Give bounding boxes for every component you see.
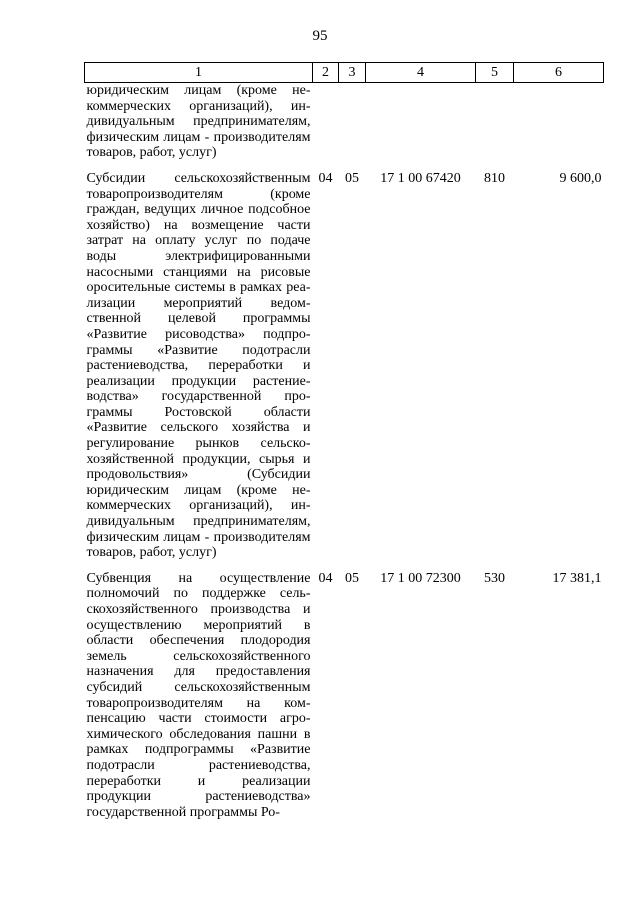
row-section-code: 04 <box>318 570 333 586</box>
row-subsection-code: 05 <box>345 170 359 186</box>
column-header-1: 1 <box>85 63 313 83</box>
row-section-code: 04 <box>318 170 333 186</box>
row-amount <box>514 83 604 161</box>
row-target-article: 17 1 00 67420 <box>380 170 461 186</box>
table-header-row <box>85 63 604 83</box>
row-description: юридическим лицам (кроме некоммерческих организаций), индивидуальным предпринимателям, физическим лицам - производителям товаров, работ, услуг) <box>86 83 311 161</box>
table-row <box>85 571 604 821</box>
column-header-4: 4 <box>366 63 476 83</box>
column-header-2: 2 <box>313 63 339 83</box>
row-expense-type: 530 <box>484 570 505 586</box>
page-number: 95 <box>312 28 328 44</box>
row-target-article: 17 1 00 72300 <box>380 570 461 586</box>
row-subsection-code <box>339 83 366 161</box>
row-description: Субвенция на осуществление полномочий по поддержке сельскохозяйственного производства и осуществлению мероприятий в области обеспечения плодородия земель сельскохозяйственного назначения для предоставления субсидий сельскохозяйственным товаропроизводителям на компенсацию части стоимости агрохимического обследования пашни в рамках подпрограммы «Развитие подотрасли растениеводства, переработки и реализации продукции растениеводства» государственной программы Ро- <box>86 570 311 820</box>
row-subsection-code: 05 <box>345 570 359 586</box>
column-header-3: 3 <box>339 63 366 83</box>
row-expense-type: 810 <box>484 170 505 186</box>
row-section-code <box>313 83 339 161</box>
row-amount: 17 381,1 <box>552 570 602 586</box>
table-row <box>85 171 604 561</box>
column-header-5: 5 <box>476 63 514 83</box>
column-header-6: 6 <box>514 63 604 83</box>
budget-table <box>84 62 604 820</box>
table-row <box>85 83 604 161</box>
row-amount: 9 600,0 <box>559 170 602 186</box>
row-description: Субсидии сельскохозяйственным товаропроизводителям (кроме граждан, ведущих личное подсобное хозяйство) на возмещение части затрат на оплату услуг по подаче воды электрифицированными насосными станциями на рисовые оросительные системы в рамках реализации мероприятий ведомственной целевой программы «Развитие рисоводства» подпрограммы «Развитие подотрасли растениеводства, переработки и реализации продукции растениеводства» государственной программы Ростовской области «Развитие сельского хозяйства и регулирование рынков сельскохозяйственной продукции, сырья и продовольствия» (Субсидии юридическим лицам (кроме некоммерческих организаций), индивидуальным предпринимателям, физическим лицам - производителям товаров, работ, услуг) <box>86 170 311 561</box>
row-target-article <box>366 83 476 161</box>
row-expense-type <box>476 83 514 161</box>
